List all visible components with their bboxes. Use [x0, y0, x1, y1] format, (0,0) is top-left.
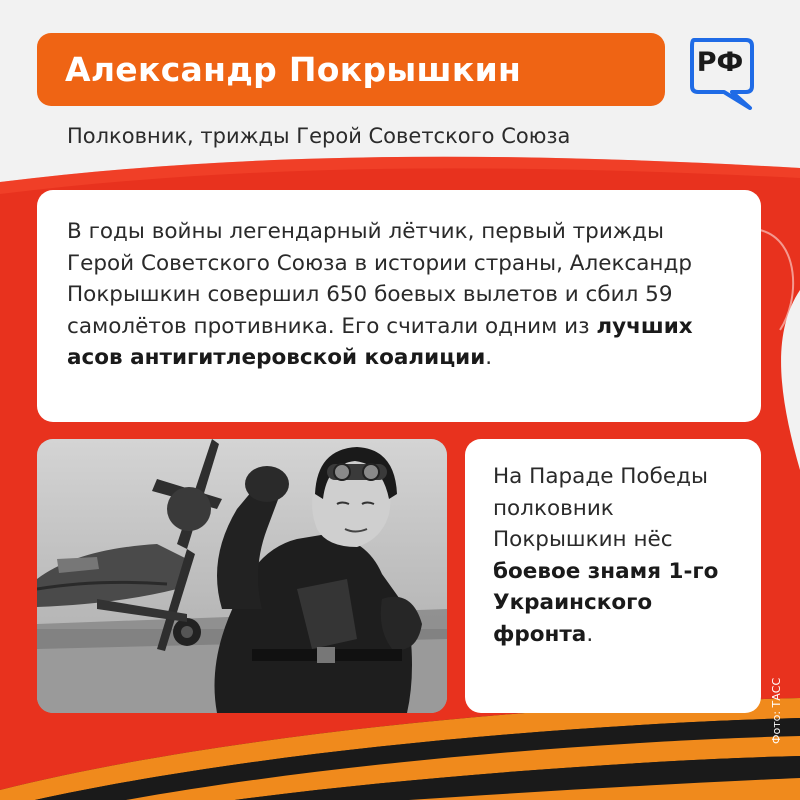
parade-text-regular: На Параде Победы полковник Покрышкин нёс — [493, 464, 708, 552]
parade-info-card — [465, 439, 761, 713]
main-text-end: . — [485, 345, 493, 370]
pilot-photo-illustration — [37, 439, 447, 713]
photo-credit: Фото: ТАСС — [770, 677, 783, 744]
page-title: Александр Покрышкин — [65, 50, 522, 89]
subtitle: Полковник, трижды Герой Советского Союза — [67, 124, 571, 148]
main-text-regular: В годы войны легендарный лётчик, первый трижды Герой Советского Союза в истории страны, Александр Покрышкин совершил 650 боевых вылетов и сбил 59 самолётов противника. Его считали одним из — [67, 219, 692, 339]
logo — [688, 36, 762, 110]
pilot-photo — [37, 439, 447, 713]
parade-text-bold: боевое знамя 1-го Украинского фронта — [493, 558, 719, 647]
main-info-text — [67, 216, 733, 374]
main-text-bold: лучших асов антигитлеровской коалиции — [67, 313, 693, 370]
main-info-card — [37, 190, 761, 422]
parade-text-end: . — [586, 621, 594, 647]
title-bar — [37, 33, 665, 106]
logo-text: РФ — [696, 47, 744, 78]
parade-info-text — [493, 461, 741, 650]
